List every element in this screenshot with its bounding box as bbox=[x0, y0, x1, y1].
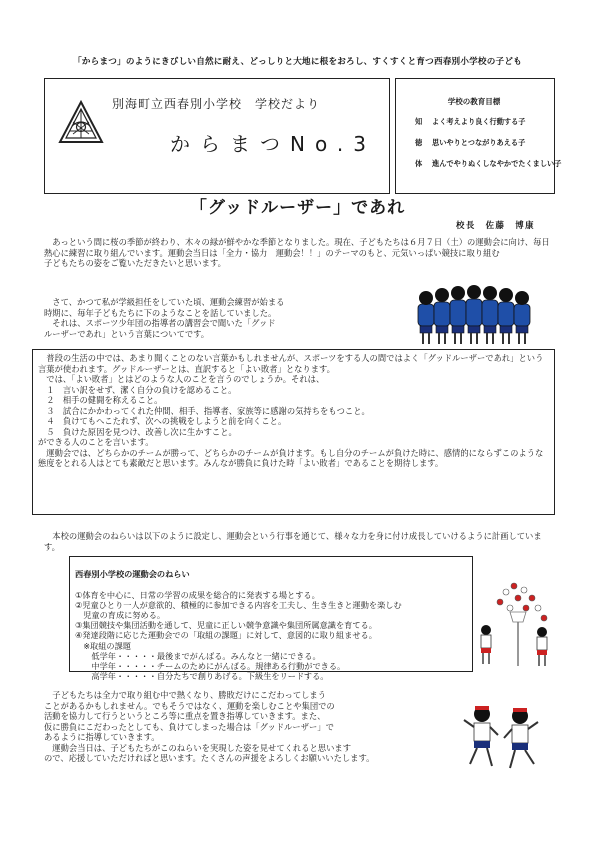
goal-key: 知 bbox=[415, 117, 423, 126]
goal-text: よく考えより良く行動する子 bbox=[432, 117, 526, 126]
goal-item-virtue bbox=[415, 138, 525, 148]
goal-text: 思いやりとつながりあえる子 bbox=[432, 138, 526, 147]
paragraph-closing: 子どもたちは全力で取り組む中で熱くなり、勝敗だけにこだわってしまう ことがあるかもしれません。でもそうではなく、運動を楽しむことや集団での 活動を協力して行うというところ等に重点を置き指導していきます。また、 仮に勝負にこだわったとしても、負けてしまった場合は「グッドルーザー」で あるように指導していきます。 運動会当日は、子どもたちがこのねらいを実現した姿を見せてくれると思います ので、応援していただければと思います。たくさんの声援をよろしくお願いいたします。 bbox=[44, 690, 375, 763]
ball-toss-illustration bbox=[474, 578, 552, 670]
school-name-line: 別海町立西春別小学校 学校だより bbox=[112, 97, 321, 111]
goal-key: 体 bbox=[415, 159, 423, 168]
article-author: 校長 佐藤 博康 bbox=[456, 220, 535, 230]
goal-key: 徳 bbox=[415, 138, 423, 147]
paragraph-story: さて、かつて私が学級担任をしていた頃、運動会練習が始まる 時期に、毎年子どもたちに下のようなことを話していました。 それは、スポーツ少年団の指導者の講習会で聞いた「グッド ルーザーであれ」という言葉についてです。 bbox=[44, 297, 285, 339]
article-heading: 「グッドルーザー」であれ bbox=[189, 198, 406, 218]
paragraph-sports-day-aims-intro: 本校の運動会のねらいは以下のように設定し、運動会という行事を通じて、様々な力を身に付け成長していけるように計画しています。 bbox=[44, 531, 542, 552]
school-motto-tagline: 「からまつ」のようにきびしい自然に耐え、どっしりと大地に根をおろし、すくすくと育つ西春別小学校の子ども bbox=[73, 57, 522, 67]
newsletter-title: からまつNo.3 bbox=[170, 132, 376, 156]
school-emblem-icon bbox=[58, 100, 104, 144]
goal-item-knowledge bbox=[415, 117, 525, 127]
paragraph-intro: あっという間に桜の季節が終わり、木々の緑が鮮やかな季節となりました。現在、子どもたちは６月７日（土）の運動会に向け、毎日熱心に練習に取り組んでいます。運動会当日は「全力・協力 運動会！！」のテーマのもと、元気いっぱい競技に取り組む 子どもたちの姿をご覧いただきたいと思います。 bbox=[44, 237, 550, 268]
paragraph-good-loser: 普段の生活の中では、あまり聞くことのない言葉かもしれませんが、スポーツをする人の間ではよく「グッドルーザーであれ」という言葉が使われます。グッドルーザーとは、直訳すると「よい敗者」となります。 では、「よい敗者」とはどのような人のことを言うのでしょうか。それは、 １ 言い訳をせず、潔く自分の負けを認めること。 ２ 相手の健闘を称えること。 ３ 試合にかかわってくれた仲間、相手、指導者、家族等に感謝の気持ちをもつこと。 ４ 負けてもへこたれず、次への挑戦をしようと前を向くこと。 ５ 負けた原因を見つけ、改善し次に生かすこと。 ができる人のことを言います。 運動会では、どちらかのチームが勝って、どちらかのチームが負けます。もし自分のチームが負けた時に、感情的にならずこのような態度をとれる人はとても素敵だと思います。みんなが勝負に負けた時「よい敗者」であることを期待します。 bbox=[38, 353, 544, 468]
goal-text: 進んでやりぬくしなやかでたくましい子 bbox=[432, 159, 562, 168]
sports-day-aims bbox=[75, 559, 471, 692]
goal-item-body bbox=[415, 159, 561, 169]
team-huddle-illustration bbox=[410, 282, 540, 348]
sports-day-aims-heading: 西春別小学校の運動会のねらい bbox=[75, 569, 190, 580]
education-goals-heading: 学校の教育目標 bbox=[447, 97, 501, 106]
sports-day-aims-list: ①体育を中心に、日常の学習の成果を総合的に発表する場とする。 ②児童ひとり一人が意欲的、積極的に参加できる内容を工夫し、生き生きと運動を楽しむ 児童の育成に努める。 ③集団競技や集団活動を通して、児童に正しい競争意識や集団所属意識を育てる。 ④発達段階に応じた運動会での「取組の課題」に対して、意図的に取り組ませる。 ※取組の課題 低学年・・・・・最後までがんばる。みんなと一緒にできる。 中学年・・・・・チームのためにがんばる。規律ある行動ができる。 高学年・・・・・自分たちで創りあげる。下級生をリードする。 bbox=[75, 589, 402, 682]
